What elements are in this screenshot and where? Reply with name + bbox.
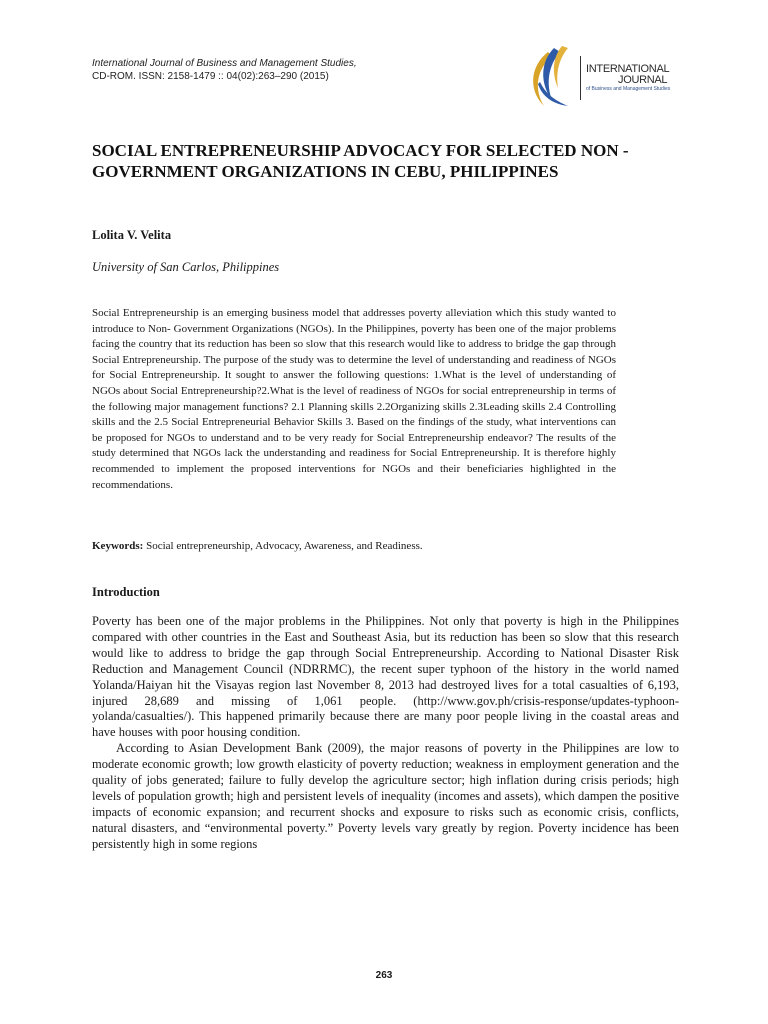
logo-divider bbox=[580, 56, 581, 100]
logo-text bbox=[586, 64, 670, 93]
body-paragraph: According to Asian Development Bank (2009), the major reasons of poverty in the Philippines are low to moderate economic growth; low growth elasticity of poverty reduction; weakness in employment generation and the quality of jobs generated; failure to fully develop the agriculture sector; high inflation during crisis periods; high levels of population growth; high and persistent levels of inequality (incomes and assets), which dampen the positive impacts of economic expansion; and recurrent shocks and exposure to risks such as economic crisis, conflicts, natural disasters, and “environmental poverty.” Poverty levels vary greatly by region. Poverty incidence has been persistently high in some regions bbox=[92, 741, 679, 851]
body-paragraph: Poverty has been one of the major problems in the Philippines. Not only that poverty is high in the Philippines compared with other countries in the East and Southeast Asia, but its reduction has been so slow that this research would like to address to bridge the gap through Social Entrepreneurship. According to National Disaster Risk Reduction and Management Council (NDRRMC), the recent super typhoon of the history in the world named Yolanda/Haiyan hit the Visayas region last November 8, 2013 had destroyed lives for a total casualties of 6,193, injured 28,689 and missing of 1,061 people. (http://www.gov.ph/crisis-response/updates-typhoon-yolanda/casualties/). This happened primarily because there are many poor people living in the coastal areas and have houses with poor housing condition. bbox=[92, 614, 679, 740]
logo-swoosh-icon bbox=[518, 44, 580, 114]
logo-line-1: INTERNATIONAL bbox=[586, 63, 670, 75]
journal-issn: CD-ROM. ISSN: 2158-1479 :: 04(02):263–290 (2015) bbox=[92, 71, 329, 82]
journal-name: International Journal of Business and Management Studies, bbox=[92, 58, 357, 69]
author-name: Lolita V. Velita bbox=[92, 228, 172, 242]
journal-logo bbox=[518, 44, 688, 114]
paper-title: SOCIAL ENTREPRENEURSHIP ADVOCACY FOR SELECTED NON - GOVERNMENT ORGANIZATIONS IN CEBU, PHILIPPINES bbox=[92, 141, 629, 181]
page-number: 263 bbox=[375, 970, 393, 981]
abstract: Social Entrepreneurship is an emerging business model that addresses poverty alleviation which this study wanted to introduce to Non- Government Organizations (NGOs). In the Philippines, poverty has been one of the major problems facing the country that its reduction has been so slow that this research would like to address to bridge the gap through Social Entrepreneurship. The purpose of the study was to determine the level of understanding and readiness of NGOs for Social Entrepreneurship. It sought to answer the following questions: 1.What is the level of understanding of NGOs about Social Entrepreneurship?2.What is the level of readiness of NGOs for social entrepreneurship in terms of the following major management functions? 2.1 Planning skills 2.2Organizing skills 2.3Leading skills 2.4 Controlling skills and the 2.5 Social Entrepreneurial Behavior Skills 3. Based on the findings of the study, what interventions can be proposed for NGOs to understand and to be very ready for Social Entrepreneurship endeavor? The results of the study determined that NGOs lack the understanding and readiness for Social Entrepreneurship. It is therefore highly recommended to implement the proposed interventions for NGOs and their beneficiaries highlighted in the recommendations. bbox=[92, 307, 616, 491]
logo-line-2: JOURNAL bbox=[618, 74, 668, 86]
journal-header bbox=[92, 57, 472, 83]
section-heading-introduction: Introduction bbox=[92, 585, 160, 599]
keywords-label: Keywords: bbox=[92, 540, 144, 552]
keywords bbox=[92, 540, 652, 552]
introduction-body bbox=[92, 614, 679, 853]
keywords-text: Social entrepreneurship, Advocacy, Awareness, and Readiness. bbox=[143, 540, 423, 552]
logo-line-3: of Business and Management Studies bbox=[586, 86, 671, 92]
author-affiliation: University of San Carlos, Philippines bbox=[92, 260, 280, 274]
